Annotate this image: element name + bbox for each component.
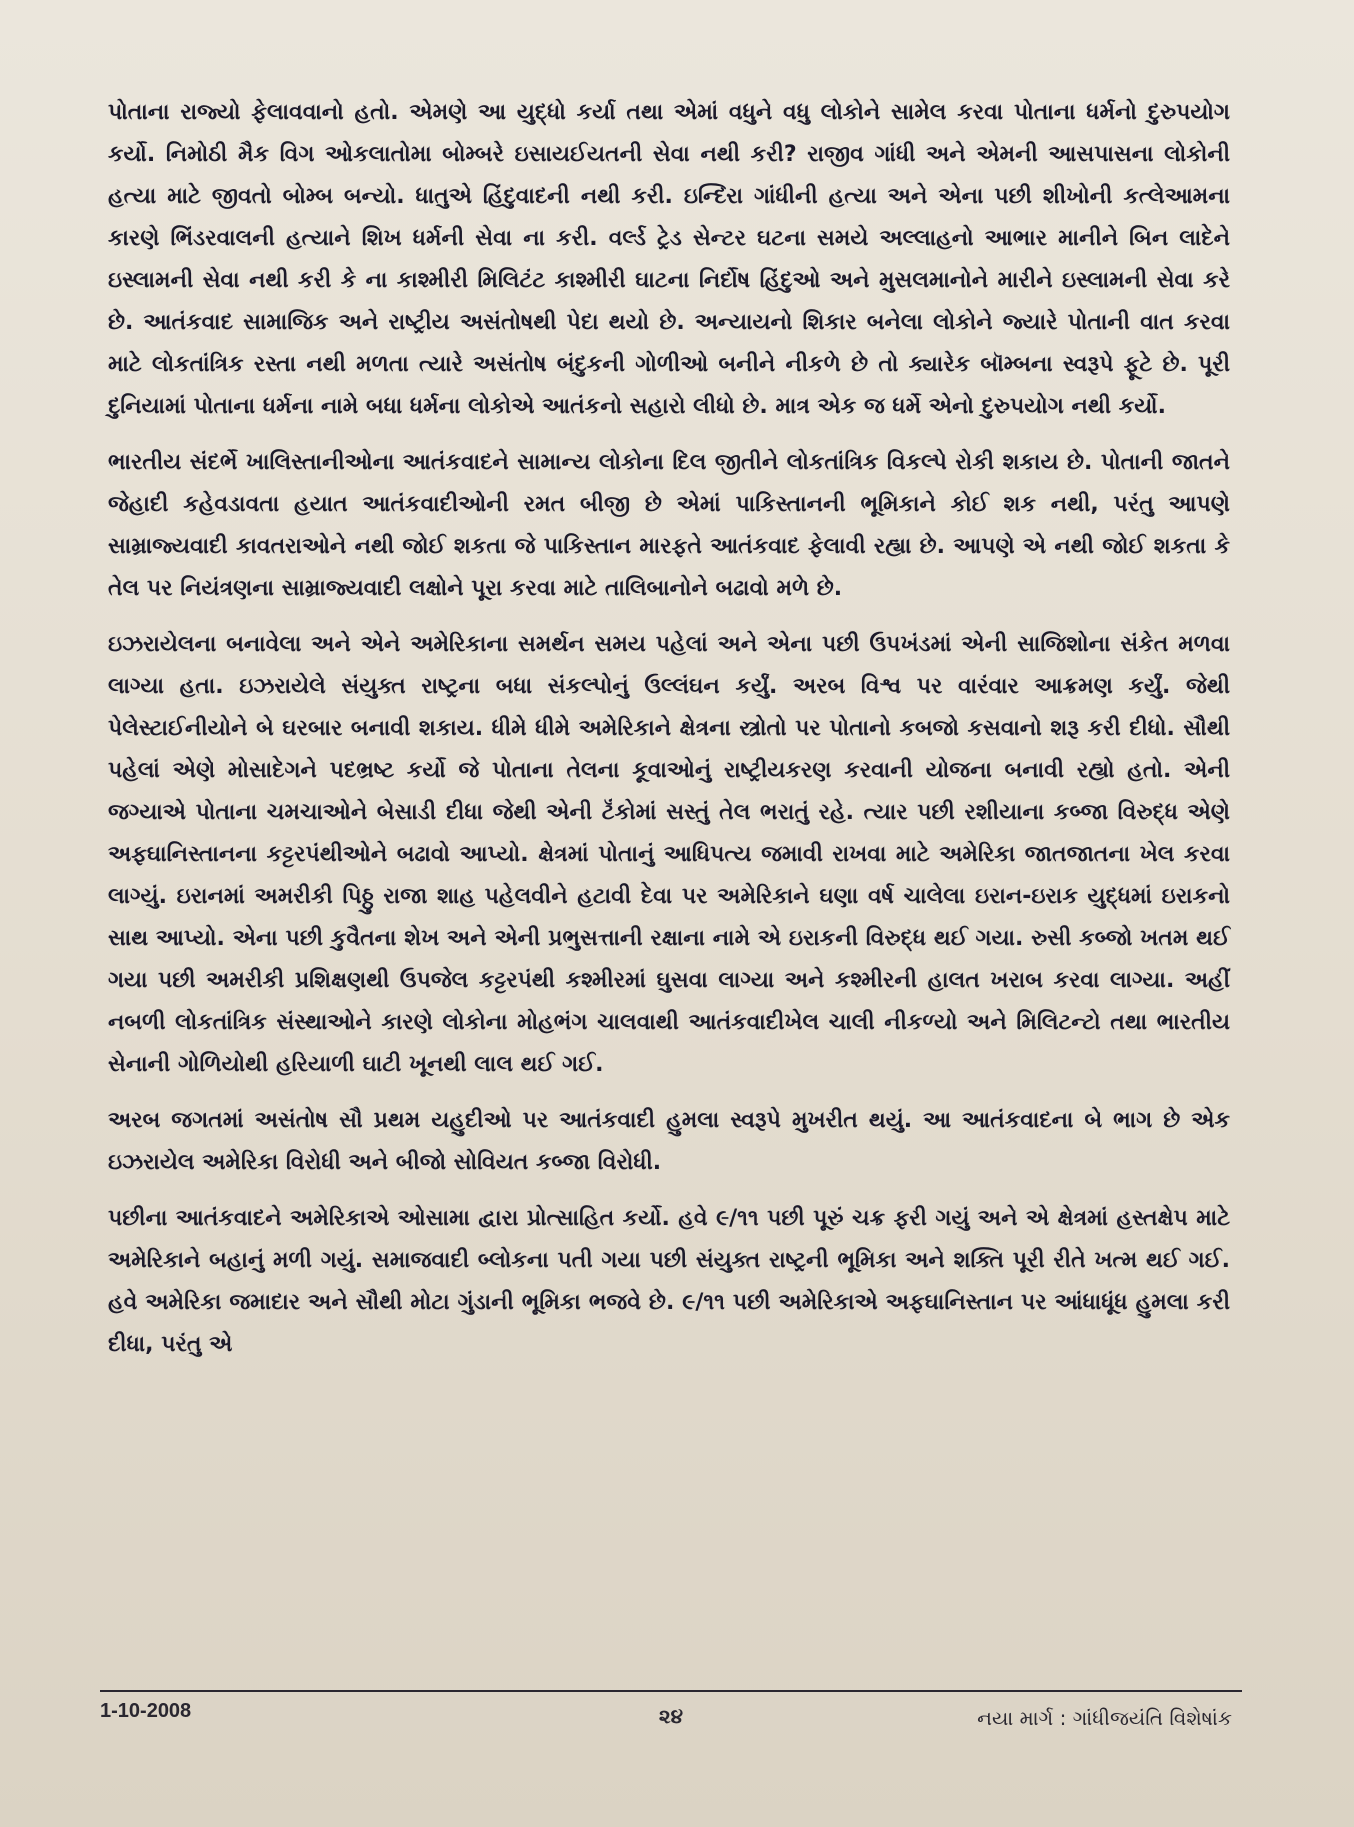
page-footer xyxy=(100,1700,1242,1740)
paragraph-2: ભારતીય સંદર્ભે ખાલિસ્તાનીઓના આતંકવાદને સામાન્ય લોકોના દિલ જીતીને લોકતાંત્રિક વિકલ્પે રોકી શકાય છે. પોતાની જાતને જેહાદી કહેવડાવતા હયાત આતંકવાદીઓની રમત બીજી છે એમાં પાકિસ્તાનની ભૂમિકાને કોઈ શક નથી, પરંતુ આપણે સામ્રાજ્યવાદી કાવતરાઓને નથી જોઈ શકતા જે પાકિસ્તાન મારફતે આતંકવાદ ફેલાવી રહ્યા છે. આપણે એ નથી જોઈ શકતા કે તેલ પર નિયંત્રણના સામ્રાજ્યવાદી લક્ષોને પૂરા કરવા માટે તાલિબાનોને બઢાવો મળે છે. xyxy=(108,450,1230,601)
page-number: ૨૪ xyxy=(658,1704,684,1728)
paragraph-5: પછીના આતંકવાદને અમેરિકાએ ઓસામા દ્વારા પ્રોત્સાહિત કર્યો. હવે ૯/૧૧ પછી પૂરું ચક્ર ફરી ગયું અને એ ક્ષેત્રમાં હસ્તક્ષેપ માટે અમેરિકાને બહાનું મળી ગયું. સમાજવાદી બ્લોકના પતી ગયા પછી સંયુક્ત રાષ્ટ્રની ભૂમિકા અને શક્તિ પૂરી રીતે ખત્મ થઈ ગઈ. હવે અમેરિકા જમાદાર અને સૌથી મોટા ગુંડાની ભૂમિકા ભજવે છે. ૯/૧૧ પછી અમેરિકાએ અફઘાનિસ્તાન પર આંધાધૂંધ હુમલા કરી દીધા, પરંતુ એ xyxy=(108,1206,1230,1357)
paragraph-4: અરબ જગતમાં અસંતોષ સૌ પ્રથમ યહુદીઓ પર આતંકવાદી હુમલા સ્વરૂપે મુખરીત થયું. આ આતંકવાદના બે ભાગ છે એક ઇઝરાયેલ અમેરિકા વિરોધી અને બીજો સોવિયત કબ્જા વિરોધી. xyxy=(108,1108,1230,1175)
footer-divider xyxy=(100,1690,1242,1692)
paragraph-1: પોતાના રાજ્યો ફેલાવવાનો હતો. એમણે આ યુદ્ધો કર્યા તથા એમાં વધુને વધુ લોકોને સામેલ કરવા પોતાના ધર્મનો દુરુપયોગ કર્યો. નિમોઠી મૈક વિગ ઓકલાતોમા બોમ્બરે ઇસાયઈયતની સેવા નથી કરી? રાજીવ ગાંધી અને એમની આસપાસના લોકોની હત્યા માટે જીવતો બોમ્બ બન્યો. ધાતુએ હિંદુવાદની નથી કરી. ઇન્દિરા ગાંધીની હત્યા અને એના પછી શીખોની કત્લેઆમના કારણે ભિંડરવાલની હત્યાને શિખ ધર્મની સેવા ના કરી. વર્લ્ડ ટ્રેડ સેન્ટર ઘટના સમયે અલ્લાહનો આભાર માનીને બિન લાદેને ઇસ્લામની સેવા નથી કરી કે ના કાશ્મીરી મિલિટંટ કાશ્મીરી ઘાટના નિર્દોષ હિંદુઓ અને મુસલમાનોને મારીને ઇસ્લામની સેવા કરે છે. આતંકવાદ સામાજિક અને રાષ્ટ્રીય અસંતોષથી પેદા થયો છે. અન્યાયનો શિકાર બનેલા લોકોને જ્યારે પોતાની વાત કરવા માટે લોકતાંત્રિક રસ્તા નથી મળતા ત્યારે અસંતોષ બંદુકની ગોળીઓ બનીને નીકળે છે તો ક્યારેક બૉમ્બના સ્વરૂપે ફૂટે છે. પૂરી દુનિયામાં પોતાના ધર્મના નામે બધા ધર્મના લોકોએ આતંકનો સહારો લીધો છે. માત્ર એક જ ધર્મે એનો દુરુપયોગ નથી કર્યો. xyxy=(108,100,1230,419)
journal-title: નયા માર્ગ : ગાંધીજયંતિ વિશેષાંક xyxy=(977,1706,1232,1730)
issue-date: 1-10-2008 xyxy=(100,1700,192,1722)
article-body xyxy=(108,92,1230,1380)
paragraph-3: ઇઝરાયેલના બનાવેલા અને એને અમેરિકાના સમર્થન સમય પહેલાં અને એના પછી ઉપખંડમાં એની સાજિશોના સંકેત મળવા લાગ્યા હતા. ઇઝરાયેલે સંયુક્ત રાષ્ટ્રના બધા સંકલ્પોનું ઉલ્લંઘન કર્યું. અરબ વિશ્વ પર વારંવાર આક્રમણ કર્યું. જેથી પેલેસ્ટાઈનીયોને બે ઘરબાર બનાવી શકાય. ધીમે ધીમે અમેરિકાને ક્ષેત્રના સ્ત્રોતો પર પોતાનો કબજો કસવાનો શરૂ કરી દીધો. સૌથી પહેલાં એણે મોસાદેગને પદભ્રષ્ટ કર્યો જે પોતાના તેલના કૂવાઓનું રાષ્ટ્રીયકરણ કરવાની યોજના બનાવી રહ્યો હતો. એની જગ્યાએ પોતાના ચમચાઓને બેસાડી દીધા જેથી એની ટૅંકોમાં સસ્તું તેલ ભરાતું રહે. ત્યાર પછી રશીયાના કબ્જા વિરુદ્ધ એણે અફઘાનિસ્તાનના કટ્ટરપંથીઓને બઢાવો આપ્યો. ક્ષેત્રમાં પોતાનું આધિપત્ય જમાવી રાખવા માટે અમેરિકા જાતજાતના ખેલ કરવા લાગ્યું. ઇરાનમાં અમરીકી પિઠ્ઠુ રાજા શાહ પહેલવીને હટાવી દેવા પર અમેરિકાને ઘણા વર્ષ ચાલેલા ઇરાન-ઇરાક યુદ્ધમાં ઇરાકનો સાથ આપ્યો. એના પછી કુવૈતના શેખ અને એની પ્રભુસત્તાની રક્ષાના નામે એ ઇરાકની વિરુદ્ધ થઈ ગયા. રુસી કબ્જો ખતમ થઈ ગયા પછી અમરીકી પ્રશિક્ષણથી ઉપજેલ કટ્ટરપંથી કશ્મીરમાં ઘુસવા લાગ્યા અને કશ્મીરની હાલત ખરાબ કરવા લાગ્યા. અહીં નબળી લોકતાંત્રિક સંસ્થાઓને કારણે લોકોના મોહભંગ ચાલવાથી આતંકવાદીખેલ ચાલી નીકળ્યો અને મિલિટન્ટો તથા ભારતીય સેનાની ગોળિયોથી હરિયાળી ઘાટી ખૂનથી લાલ થઈ ગઈ. xyxy=(108,632,1230,1077)
